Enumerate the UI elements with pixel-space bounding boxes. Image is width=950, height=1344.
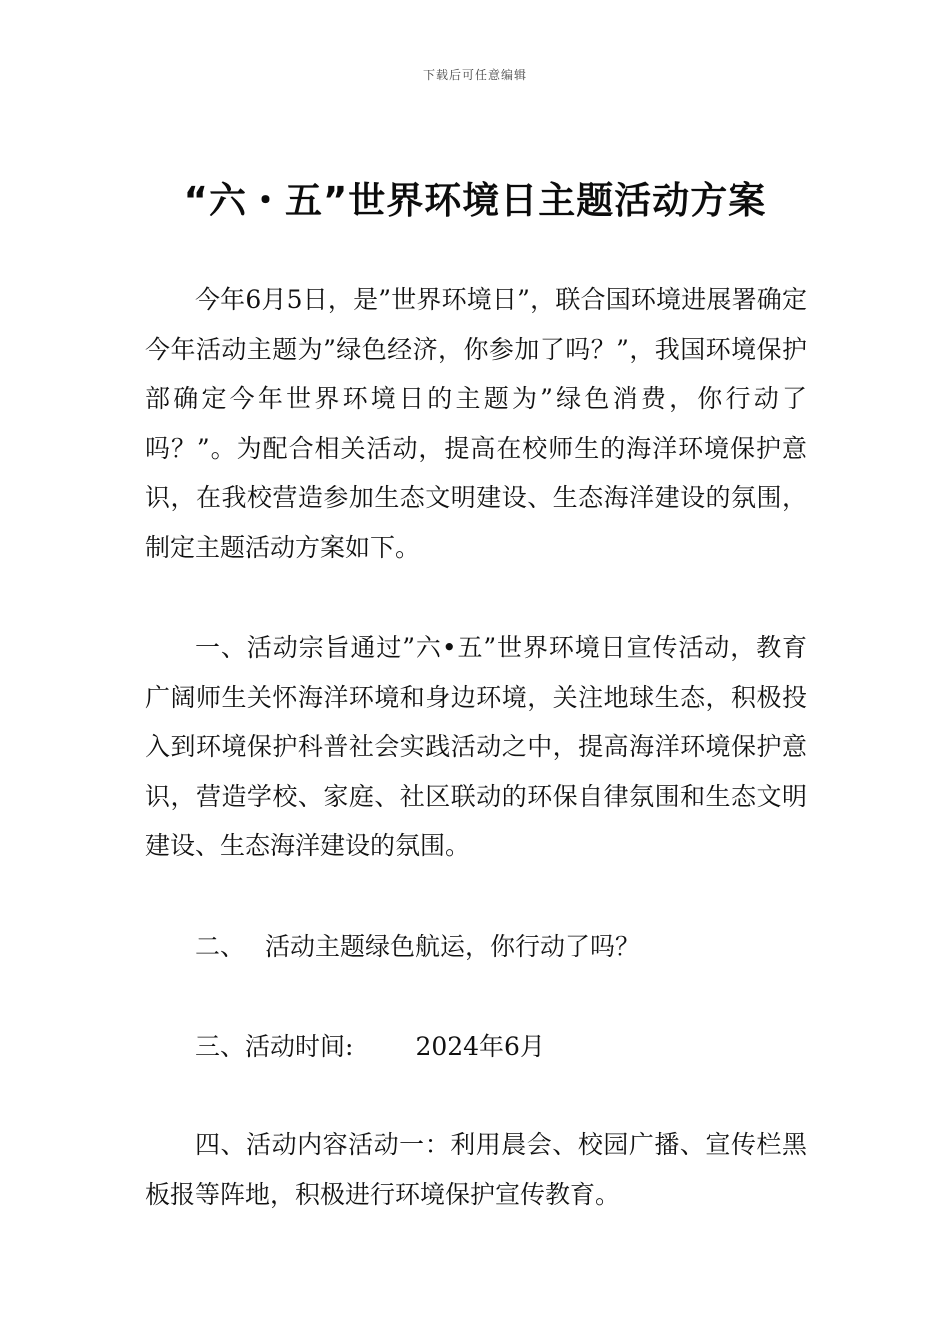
section-theme-label: 二、 [195,932,246,961]
section-time-value: 2024年6月 [415,1032,545,1061]
document-title: “六・五”世界环境日主题活动方案 [183,179,767,222]
section-theme-text: 活动主题绿色航运，你行动了吗？ [265,932,641,961]
section-theme-paragraph [145,922,807,972]
section-time-label: 三、活动时间: [195,1032,354,1061]
intro-paragraph: 今年6月5日，是”世界环境日”，联合国环境进展署确定今年活动主题为”绿色经济，你参加了吗？”，我国环境保护部确定今年世界环境日的主题为”绿色消费，你行动了吗？”。为配合相关活动，提高在校师生的海洋环境保护意识，在我校营造参加生态文明建设、生态海洋建设的氛围，制定主题活动方案如下。 [145,285,807,562]
section-purpose-paragraph: 一、活动宗旨通过”六•五”世界环境日宣传活动，教育广阔师生关怀海洋环境和身边环境，关注地球生态，积极投入到环境保护科普社会实践活动之中，提高海洋环境保护意识，营造学校、家庭、社区联动的环保自律氛围和生态文明建设、生态海洋建设的氛围。 [145,633,807,860]
section-content-paragraph: 四、活动内容活动一：利用晨会、校园广播、宣传栏黑板报等阵地，积极进行环境保护宣传教育。 [145,1130,807,1209]
header-note: 下载后可任意编辑 [422,68,527,82]
section-time-paragraph [145,1022,807,1072]
